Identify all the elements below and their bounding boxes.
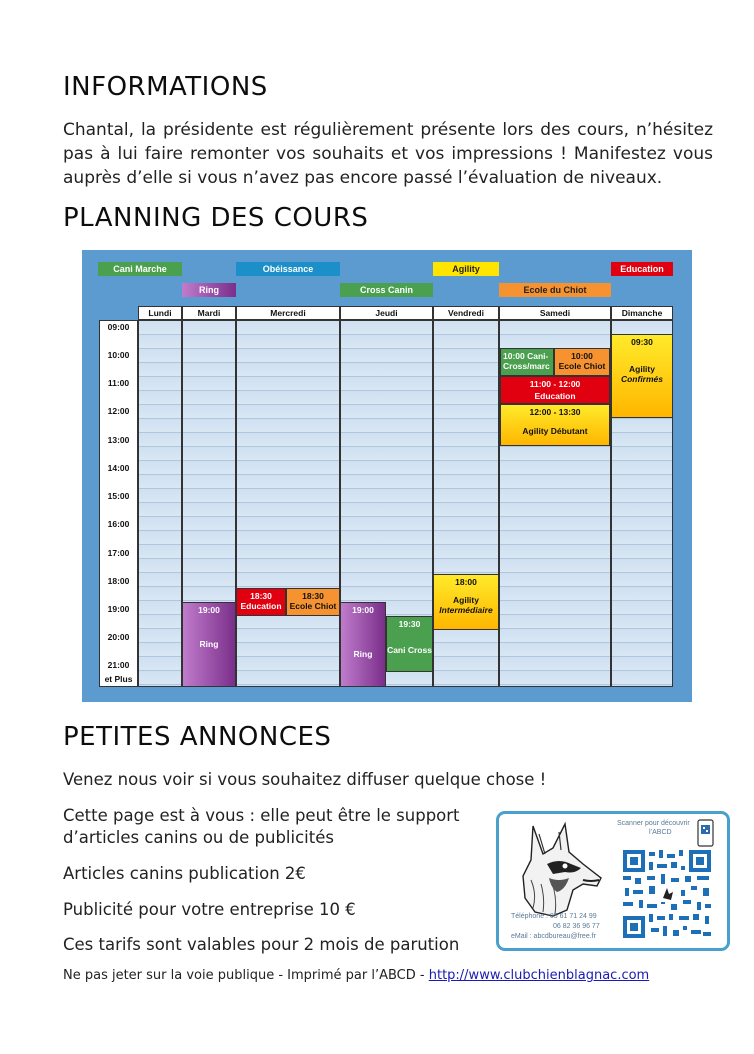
event-vendredi-agility xyxy=(433,574,499,630)
day-column-vendredi xyxy=(433,320,499,687)
annonces-line: Venez nous voir si vous souhaitez diffuser quelque chose ! xyxy=(63,770,547,789)
time-label: 20:00 xyxy=(107,632,130,642)
annonces-title: PETITES ANNONCES xyxy=(63,722,332,752)
event-mercredi-ecole-chiot xyxy=(286,588,340,616)
club-ad-card xyxy=(496,811,730,951)
time-label: 16:00 xyxy=(107,519,130,529)
event-mercredi-education xyxy=(236,588,286,616)
day-header-jeudi: Jeudi xyxy=(340,306,433,320)
time-label: 18:00 xyxy=(107,576,130,586)
legend-cross-canin: Cross Canin xyxy=(340,283,433,297)
event-time: 18:30 xyxy=(250,591,272,601)
event-name: Ecole Chiot xyxy=(558,361,606,371)
time-label: 17:00 xyxy=(107,548,130,558)
event-name: Ring xyxy=(353,649,373,659)
time-label: 21:00 xyxy=(107,660,130,670)
qr-code-icon xyxy=(621,848,713,940)
event-dimanche-agility xyxy=(611,334,673,418)
legend-ecole-du-chiot: Ecole du Chiot xyxy=(499,283,611,297)
day-header-mercredi: Mercredi xyxy=(236,306,340,320)
event-time: 18:30 xyxy=(302,591,324,601)
time-label: 10:00 xyxy=(107,350,130,360)
event-time: 19:00 xyxy=(198,605,220,615)
footer-link[interactable]: http://www.clubchienblagnac.com xyxy=(428,968,650,983)
german-shepherd-illustration xyxy=(513,820,605,918)
event-time: 18:00 xyxy=(455,577,477,587)
footer-text: Ne pas jeter sur la voie publique - Imprimé par l’ABCD - xyxy=(63,968,429,983)
event-name: Agility Débutant xyxy=(522,426,588,436)
day-column-mercredi xyxy=(236,320,340,687)
time-label: et Plus xyxy=(104,674,133,684)
legend-cani-marche: Cani Marche xyxy=(98,262,182,276)
time-label: 14:00 xyxy=(107,463,130,473)
day-header-mardi: Mardi xyxy=(182,306,236,320)
day-header-dimanche: Dimanche xyxy=(611,306,673,320)
event-samedi-cani-cross xyxy=(500,348,554,376)
ad-phone-2: 06 82 36 96 77 xyxy=(553,923,600,930)
event-name: Ecole Chiot xyxy=(289,601,337,611)
event-jeudi-ring xyxy=(340,602,386,687)
annonces-line: Articles canins publication 2€ xyxy=(63,864,306,883)
annonces-line: Publicité pour votre entreprise 10 € xyxy=(63,900,356,919)
event-name: Education xyxy=(240,601,282,611)
ad-email: eMail : abcdbureau@free.fr xyxy=(511,933,596,940)
event-time: 19:00 xyxy=(352,605,374,615)
planning-title: PLANNING DES COURS xyxy=(63,203,369,233)
event-subtitle: Intermédiaire xyxy=(439,605,493,615)
legend-obeissance: Obéissance xyxy=(236,262,340,276)
time-label: 11:00 xyxy=(107,378,130,388)
time-label: 15:00 xyxy=(107,491,130,501)
event-name: Agility xyxy=(453,595,479,605)
day-header-vendredi: Vendredi xyxy=(433,306,499,320)
phone-scan-icon xyxy=(695,818,717,848)
event-samedi-education xyxy=(500,376,610,404)
annonces-line: Ces tarifs sont valables pour 2 mois de parution xyxy=(63,935,460,954)
event-time: 10:00 xyxy=(571,351,593,361)
event-time: 12:00 - 13:30 xyxy=(529,407,581,417)
event-mardi-ring xyxy=(182,602,236,687)
event-time: 09:30 xyxy=(631,337,653,347)
legend-agility: Agility xyxy=(433,262,499,276)
event-time: 19:30 xyxy=(398,619,421,629)
event-jeudi-cani-cross xyxy=(386,616,433,672)
time-label: 19:00 xyxy=(107,604,130,614)
day-column-lundi xyxy=(138,320,182,687)
event-subtitle: Confirmés xyxy=(620,374,664,384)
day-header-lundi: Lundi xyxy=(138,306,182,320)
informations-title: INFORMATIONS xyxy=(63,72,268,102)
ad-scan-text-2: l’ABCD xyxy=(649,829,672,836)
event-name: Education xyxy=(534,391,576,401)
annonces-line: Cette page est à vous : elle peut être le support xyxy=(63,806,460,825)
legend-education: Education xyxy=(611,262,673,276)
time-label: 12:00 xyxy=(107,406,130,416)
legend-ring: Ring xyxy=(182,283,236,297)
event-samedi-ecole-chiot xyxy=(554,348,610,376)
event-name: Cani Cross xyxy=(387,645,432,655)
event-samedi-agility-debutant xyxy=(500,404,610,446)
time-label: 13:00 xyxy=(107,435,130,445)
ad-scan-text: Scanner pour découvrir xyxy=(617,820,690,827)
ad-phone: Téléphone : 05 61 71 24 99 xyxy=(511,913,597,920)
footer xyxy=(63,968,649,983)
event-name: Agility xyxy=(629,364,655,374)
event-name: Ring xyxy=(199,639,219,649)
day-header-samedi: Samedi xyxy=(499,306,611,320)
event-time: 10:00 Cani-Cross/marc xyxy=(503,351,550,371)
informations-text: Chantal, la présidente est régulièrement présente lors des cours, n’hésitez pas à lui faire remonter vos souhaits et vos impressions ! Manifestez vous auprès d’elle si vous n’avez pas encore passé l’évaluation de niveaux. xyxy=(63,120,713,188)
annonces-line: d’articles canins ou de publicités xyxy=(63,828,334,847)
event-time: 11:00 - 12:00 xyxy=(529,379,581,389)
planning-table xyxy=(82,250,692,702)
time-label: 09:00 xyxy=(107,322,130,332)
